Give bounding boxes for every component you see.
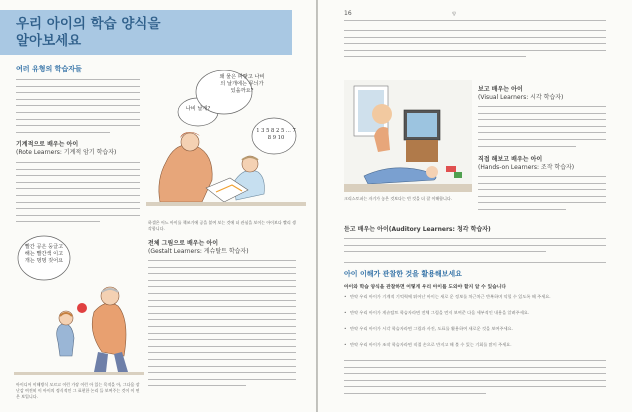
right-photo-caption: 크리스토퍼는 자기가 놓은 것보다는 빈 것을 더 잘 이해합니다. [344,196,453,201]
heading-rote-kr: 기계적으로 배우는 아이 [16,141,79,148]
body-paragraph-visual [478,104,606,152]
speech-bubble-big: 왜 물은 파랗고 나비의 날개에는 무늬가 있을까요? [219,74,265,94]
subheading-observation: 아이와 학습 양식을 관찰하면 어떻게 우리 아이를 도와야 할지 알 수 있습니다 [344,285,507,290]
illustration-caption-1: 하셀은 어느 아이를 책쓰기에 공을 붙여 보는 것에 더 관심을 보이는 아이보다 빨리 생각합니다. [148,220,296,231]
right-page [318,0,632,412]
bullet-list: • 만약 우리 아이가 기계적 기억력에 뛰어난 아이는 새로 운 정보를 차근차근 반복하며 익힐 수 있도록 해 주세요. • 만약 우리 아이가 게슈탈트 학습자라면 전체 그림을 먼저 보여준 다음 세부적인 내용을 알려주세요. • 만약 우리 아이가 시각 학습자라면 그림과 사진, 도표를 활용하여 새로운 것을 보여주세요. • 만약 우리 아이가 조작 학습자라면 직접 손으로 만지고 해 볼 수 있는 기회를 많이 주세요. [344,294,606,404]
heading-visual-kr: 보고 배우는 아이 [478,86,523,93]
heading-gestalt-kr: 전체 그림으로 배우는 아이 [148,240,219,247]
child-tv-illustration [344,80,472,192]
page-title [16,16,161,50]
speech-bubble-numbers: 1 3 5 8 2 5 ... 7 8 9 10 [256,128,296,141]
body-paragraph-gestalt [148,258,296,398]
body-paragraph-1 [16,77,140,135]
heading-rote-en: (Rote Learners: 기계적 암기 학습자) [16,149,117,156]
heading-hands-on-en: (Hands-on Learners: 조작 학습자) [478,164,575,171]
body-paragraph-hands-on [478,174,606,216]
speech-bubble-why: 나비 날개? [185,106,211,112]
title-banner [0,10,292,55]
heading-gestalt-en: (Gestalt Learners: 게슈탈트 학습자) [148,248,249,255]
title-line-2: 알아보세요 [16,33,82,49]
speech-bubble-cartoon: 빨간 공은 둥글고 해는 빨간색 이고 개는 멍멍 짖어요 [24,244,64,264]
page-number: 16 [344,10,352,17]
section-rule [344,262,606,263]
heading-visual-en: (Visual Learners: 시각 학습자) [478,94,564,101]
body-paragraph-auditory [344,236,606,258]
body-paragraph-rote [16,160,140,230]
heading-auditory: 듣고 배우는 아이(Auditory Learners: 청각 학습자) [344,226,491,233]
cartoon-caption: 아이디어 이해방식 모르고 이런 가장 이런 아 있는 목적을 아, 그다음 장난감 여전히 이 아이의 정식적인 그 표현한 논리 들 보여주는 것이 이 연은 보입니다. [16,382,140,399]
running-head: 양 [452,11,457,16]
heading-use-observation: 아이 이해가 관찰한 것을 활용해보세요 [344,270,462,278]
title-line-1: 우리 아이의 학습 양식을 [16,16,161,32]
section-heading-learner-types: 여러 유형의 학습자들 [16,65,82,73]
heading-hands-on-kr: 직접 해보고 배우는 아이 [478,156,543,163]
header-rule [344,20,606,21]
intro-paragraph [344,28,606,70]
